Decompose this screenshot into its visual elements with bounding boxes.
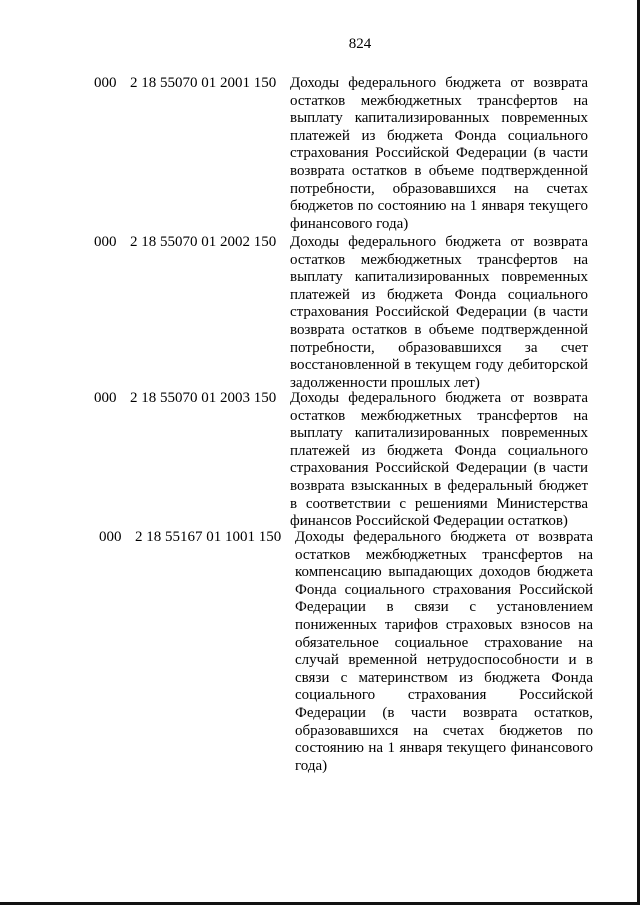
entry-description: Доходы федерального бюджета от возврата остатков межбюджетных трансфертов на выплату капитализированных повременных платежей из бюджета Фонда социального страхования Российской Федерации (в части возврата остатков в объеме подтвержденной потребности, образовавшихся на счетах бюджетов по состоянию на 1 января текущего финансового года) xyxy=(290,75,588,232)
page-number: 824 xyxy=(348,36,372,52)
entry-description: Доходы федерального бюджета от возврата остатков межбюджетных трансфертов на выплату капитализированных повременных платежей из бюджета Фонда социального страхования Российской Федерации (в части возврата остатков в объеме подтвержденной потребности, образовавшихся за счет восстановленной в текущем году дебиторской задолженности прошлых лет) xyxy=(290,234,588,391)
admin-code: 000 xyxy=(99,529,122,545)
budget-classification-code: 2 18 55070 01 2003 150 xyxy=(130,390,277,406)
admin-code: 000 xyxy=(94,75,117,91)
entry-description: Доходы федерального бюджета от возврата остатков межбюджетных трансфертов на выплату капитализированных повременных платежей из бюджета Фонда социального страхования Российской Федерации (в части возврата взысканных в федеральный бюджет в соответствии с решениями Министерства финансов Российской Федерации остатков) xyxy=(290,390,588,530)
admin-code: 000 xyxy=(94,390,117,406)
budget-classification-code: 2 18 55070 01 2001 150 xyxy=(130,75,277,91)
budget-classification-code: 2 18 55167 01 1001 150 xyxy=(135,529,282,545)
entry-description: Доходы федерального бюджета от возврата остатков межбюджетных трансфертов на компенсацию выпадающих доходов бюджета Фонда социального страхования Российской Федерации в связи с установлением пониженных тарифов страховых взносов на обязательное социальное страхование на случай временной нетрудоспособности и в связи с материнством из бюджета Фонда социального страхования Российской Федерации (в части возврата остатков, образовавшихся на счетах бюджетов по состоянию на 1 января текущего финансового года) xyxy=(295,529,593,774)
admin-code: 000 xyxy=(94,234,117,250)
budget-classification-code: 2 18 55070 01 2002 150 xyxy=(130,234,277,250)
